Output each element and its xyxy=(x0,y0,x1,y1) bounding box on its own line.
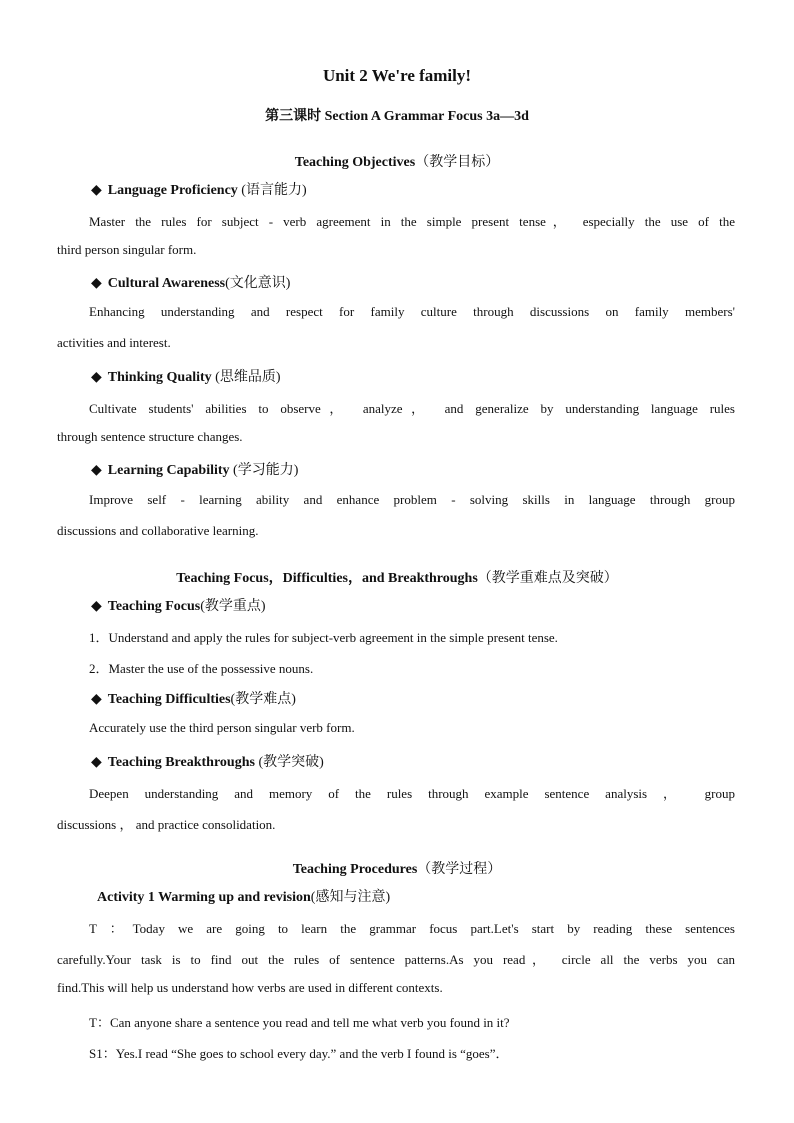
dialogue-line: S1：Yes.I read “She goes to school every day.” and the verb I found is “goes”． xyxy=(89,1046,509,1061)
bullet-language-proficiency xyxy=(91,179,307,199)
bullet-label: Cultural Awareness xyxy=(107,276,226,291)
paragraph-line: third person singular form. xyxy=(57,242,197,257)
objectives-heading-en: Teaching Objectives xyxy=(294,155,416,170)
activity-label-zh: (感知与注意) xyxy=(310,890,391,905)
bullet-label: Language Proficiency xyxy=(107,183,238,198)
bullet-label: Learning Capability xyxy=(107,463,230,478)
paragraph-line: Improve self - learning ability and enhance problem - solving skills in language through group xyxy=(89,492,735,507)
bullet-label-zh: (语言能力) xyxy=(237,183,307,198)
paragraph-line: activities and interest. xyxy=(57,335,171,350)
dialogue-line: T：Can anyone share a sentence you read and tell me what verb you found in it? xyxy=(89,1015,510,1030)
dialogue-line: T ：Today we are going to learn the grammar focus part.Let's start by reading these sentences xyxy=(89,921,735,936)
focus-item: 1．Understand and apply the rules for subject-verb agreement in the simple present tense. xyxy=(89,630,558,645)
bullet-learning-capability xyxy=(91,459,298,479)
procedures-heading-en: Teaching Procedures xyxy=(292,862,418,877)
diamond-bullet-icon: ◆ xyxy=(91,276,102,291)
unit-title: Unit 2 We're family! xyxy=(322,66,472,85)
paragraph-line: Cultivate students' abilities to observe， analyze， and generalize by understanding language rules xyxy=(89,401,735,416)
dialogue-line: find.This will help us understand how verbs are used in different contexts. xyxy=(57,980,443,995)
bullet-label-zh: (思维品质) xyxy=(211,370,281,385)
focus-heading-en: Teaching Focus，Difficulties，and Breakthroughs xyxy=(176,571,478,586)
paragraph-line: Master the rules for subject - verb agreement in the simple present tense， especially the use of the xyxy=(89,214,735,229)
activity-label: Activity 1 Warming up and revision xyxy=(97,890,311,905)
paragraph-line: discussions ， and practice consolidation. xyxy=(57,817,276,832)
bullet-thinking-quality xyxy=(91,366,281,386)
paragraph-line: discussions and collaborative learning. xyxy=(57,523,259,538)
focus-heading xyxy=(0,567,794,587)
diamond-bullet-icon: ◆ xyxy=(91,183,102,198)
bullet-label-zh: (学习能力) xyxy=(229,463,299,478)
bullet-teaching-breakthroughs xyxy=(91,751,324,771)
paragraph-line: Enhancing understanding and respect for family culture through discussions on family members' xyxy=(89,304,735,319)
paragraph-line: through sentence structure changes. xyxy=(57,429,243,444)
bullet-label: Teaching Difficulties xyxy=(107,692,231,707)
objectives-heading-zh: （教学目标） xyxy=(415,155,500,170)
bullet-label-zh: (教学难点) xyxy=(230,692,296,707)
procedures-heading-zh: （教学过程） xyxy=(417,862,502,877)
bullet-teaching-focus xyxy=(91,595,266,615)
bullet-label: Thinking Quality xyxy=(107,370,212,385)
bullet-label-zh: (文化意识) xyxy=(225,276,291,291)
bullet-label: Teaching Breakthroughs xyxy=(107,755,255,770)
bullet-label-zh: (教学突破) xyxy=(254,755,324,770)
bullet-teaching-difficulties xyxy=(91,688,296,708)
diamond-bullet-icon: ◆ xyxy=(91,463,102,478)
focus-item: 2．Master the use of the possessive nouns. xyxy=(89,661,314,676)
diamond-bullet-icon: ◆ xyxy=(91,755,102,770)
bullet-label: Teaching Focus xyxy=(107,599,201,614)
dialogue-line: carefully.Your task is to find out the rules of sentence patterns.As you read， circle all the verbs you can xyxy=(57,952,735,967)
difficulties-text: Accurately use the third person singular verb form. xyxy=(89,720,355,735)
diamond-bullet-icon: ◆ xyxy=(91,370,102,385)
diamond-bullet-icon: ◆ xyxy=(91,692,102,707)
activity-1-heading xyxy=(97,886,390,906)
procedures-heading xyxy=(0,858,794,878)
bullet-cultural-awareness xyxy=(91,272,290,292)
diamond-bullet-icon: ◆ xyxy=(91,599,102,614)
lesson-subtitle: 第三课时 Section A Grammar Focus 3a—3d xyxy=(265,109,529,124)
paragraph-line: Deepen understanding and memory of the rules through example sentence analysis ， group xyxy=(89,786,735,801)
objectives-heading xyxy=(0,151,794,171)
focus-heading-zh: （教学重难点及突破） xyxy=(477,571,618,586)
bullet-label-zh: (教学重点) xyxy=(200,599,266,614)
